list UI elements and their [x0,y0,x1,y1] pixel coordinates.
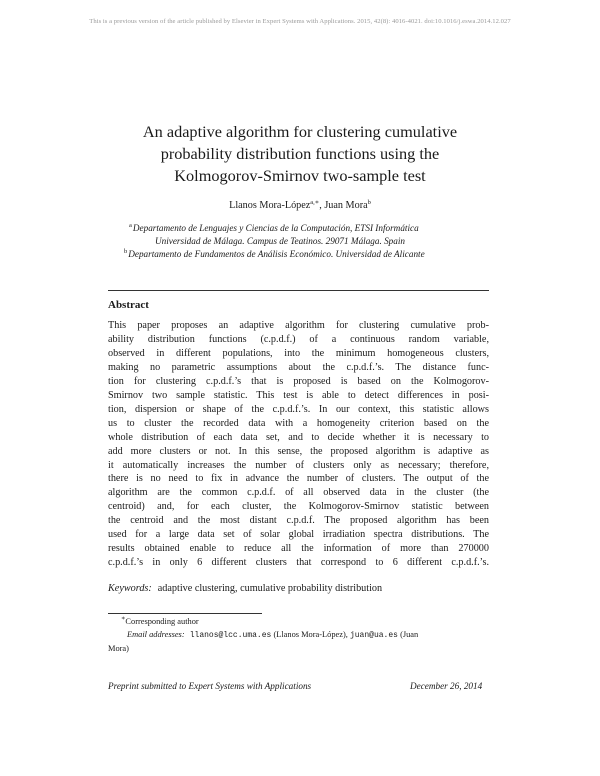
abstract-line: Smirnov two sample statistic. This test is able to detect differences in posi- [108,389,489,401]
title-line: An adaptive algorithm for clustering cumulative [142,122,458,141]
affiliation-text: Departamento de Lenguajes y Ciencias de la Computación, ETSI Informática [132,223,419,233]
email-link[interactable]: juan@ua.es [349,630,398,640]
affiliation-a-line [129,222,419,235]
paper-title [60,121,540,187]
author-affiliation-marker: a,∗ [310,199,320,206]
email-owner: (Llanos Mora-López), [273,629,348,639]
abstract-top-rule [108,290,489,291]
footnotes [108,616,418,655]
abstract-line: there is no need to fix in advance the number of clusters. The output of the [108,473,489,485]
author-separator: , [319,200,325,211]
abstract-line: ability distribution functions (c.p.d.f.) of a continuous random variable, [108,333,489,345]
author-name: Llanos Mora-López [229,200,311,211]
keywords-label: Keywords: [108,583,152,594]
abstract-line: c.p.d.f.’s in only 6 different clusters that correspond to 6 different c.p.d.f.’s. [108,557,489,569]
abstract-body [108,319,489,570]
abstract-line: the centroid and the most distant c.p.d.f. The proposed algorithm has been [108,515,489,527]
abstract-line: tion for clustering c.p.d.f.’s that is proposed is based on the Kolmogorov- [108,375,489,387]
footnote-corresponding [108,616,418,629]
abstract-line: results obtained enable to reduce all the information of more than 270000 [108,543,489,555]
footnote-marker: ∗ [121,615,126,622]
abstract-line: whole distribution of each data set, and to decide whether it is necessary to [108,431,489,443]
preprint-date: December 26, 2014 [410,681,483,691]
abstract-heading: Abstract [108,299,149,311]
affiliation-marker: a [129,222,132,229]
author-name: Juan Mora [324,200,368,211]
abstract-line: This paper proposes an adaptive algorithm for clustering cumulative prob- [108,320,489,331]
abstract-line: it automatically increases the number of clusters only as necessary; therefore, [108,459,489,471]
abstract-line: used for a large data set of solar global irradiation spectra distributions. The [108,529,489,541]
footnote-emails-continued: Mora) [108,643,129,653]
title-line: probability distribution functions using the [160,144,440,163]
footnote-emails [108,629,418,643]
abstract-line: us to cluster the recorded data with a homogeneity criterion based on the [108,417,489,429]
abstract-line: add more clusters or not. In this sense, the proposed algorithm is adaptive as [108,445,489,457]
affiliation-b-line [124,248,425,261]
abstract-line: making no parametric assumptions about the c.p.d.f.’s. The distance func- [108,361,489,373]
abstract-line: tion, dispersion or shape of the c.p.d.f.’s. In our context, this statistic allows [108,403,489,415]
publication-notice: This is a previous version of the article published by Elsevier in Expert Systems with Applications. 2015, 42(8): 4016-4021. doi:10.1016/j.eswa.2014.12.027 [89,18,511,25]
keywords-text: adaptive clustering, cumulative probability distribution [157,583,383,594]
affiliation-a-line: Universidad de Málaga. Campus de Teatinos. 29071 Málaga. Spain [155,236,406,246]
abstract-line: observed in different populations, into the minimum homogeneous clusters, [108,347,489,359]
abstract-line: centroid) and, for each cluster, the Kolmogorov-Smirnov statistic between [108,501,489,513]
footnote-text: Corresponding author [125,617,199,626]
preprint-note: Preprint submitted to Expert Systems with Applications [108,681,312,691]
affiliation-text: Departamento de Fundamentos de Análisis Económico. Universidad de Alicante [128,249,425,259]
author-list [0,200,600,211]
email-label: Email addresses: [127,629,185,639]
affiliation-marker: b [124,248,128,255]
abstract-line: algorithm are the common c.p.d.f. of all observed data in the cluster (the [108,487,489,499]
email-link[interactable]: llanos@lcc.uma.es [189,630,272,640]
title-line: Kolmogorov-Smirnov two-sample test [174,166,426,185]
keywords [108,583,382,594]
author-affiliation-marker: b [367,199,371,206]
footnote-rule [108,613,262,614]
email-owner: (Juan [400,629,419,639]
